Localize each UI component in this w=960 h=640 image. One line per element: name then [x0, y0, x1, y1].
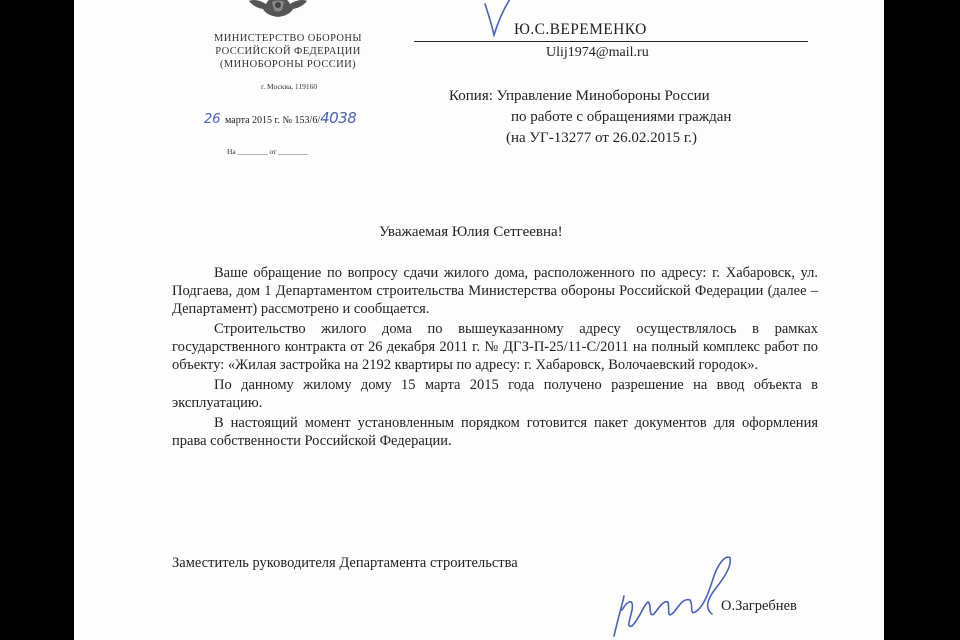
salutation: Уважаемая Юлия Сетгеевна!: [379, 224, 563, 240]
registration-line: [202, 109, 356, 127]
letter-body: [172, 264, 818, 452]
copy-line-2: по работе с обращениями граждан: [511, 109, 732, 125]
signer-name: О.Загребнев: [721, 598, 797, 614]
registration-day: 26: [204, 112, 221, 127]
double-headed-eagle-emblem-icon: [248, 0, 308, 20]
reply-reference-line: На ________ от ________: [227, 147, 309, 156]
handwritten-signature-icon: [608, 548, 738, 640]
ministry-header: [188, 32, 388, 71]
recipient-name: Ю.С.ВЕРЕМЕНКО: [514, 21, 647, 38]
ministry-line-3: (МИНОБОРОНЫ РОССИИ): [220, 59, 356, 70]
body-paragraph-1: Ваше обращение по вопросу сдачи жилого дома, расположенного по адресу: г. Хабаровск, ул. Подгаева, дом 1 Департаментом строительства Министерства обороны Российской Федерации (далее – Департамент) рассмотрено и сообщается.: [172, 265, 818, 317]
registration-text: марта 2015 г. № 153/6/: [222, 115, 321, 126]
copy-line-1: Управление Минобороны России: [496, 88, 710, 104]
recipient-email: Ulij1974@mail.ru: [546, 45, 649, 60]
body-paragraph-3: По данному жилому дому 15 марта 2015 года получено разрешение на ввод объекта в эксплуатацию.: [172, 377, 818, 411]
copy-label-line: [449, 88, 710, 105]
signer-title: Заместитель руководителя Департамента строительства: [172, 555, 518, 571]
copy-line-3: (на УГ-13277 от 26.02.2015 г.): [506, 130, 698, 146]
copy-label: Копия:: [449, 88, 493, 104]
sender-address: г. Москва, 119160: [261, 82, 318, 91]
registration-handwritten-number: 4038: [320, 109, 357, 127]
body-paragraph-4: В настоящий момент установленным порядком готовится пакет документов для оформления права собственности Российской Федерации.: [172, 415, 818, 449]
recipient-underline: [414, 41, 808, 42]
ministry-line-2: РОССИЙСКОЙ ФЕДЕРАЦИИ: [215, 46, 361, 57]
body-paragraph-2: Строительство жилого дома по вышеуказанному адресу осуществлялось в рамках государственного контракта от 26 декабря 2011 г. № ДГЗ-П-25/11-С/2011 на полный комплекс работ по объекту: «Жилая застройка на 2192 квартиры по адресу: г. Хабаровск, Волочаевский городок».: [172, 321, 818, 373]
check-mark-icon: [483, 0, 513, 38]
ministry-line-1: МИНИСТЕРСТВО ОБОРОНЫ: [214, 33, 362, 44]
letter-page: [74, 0, 884, 640]
